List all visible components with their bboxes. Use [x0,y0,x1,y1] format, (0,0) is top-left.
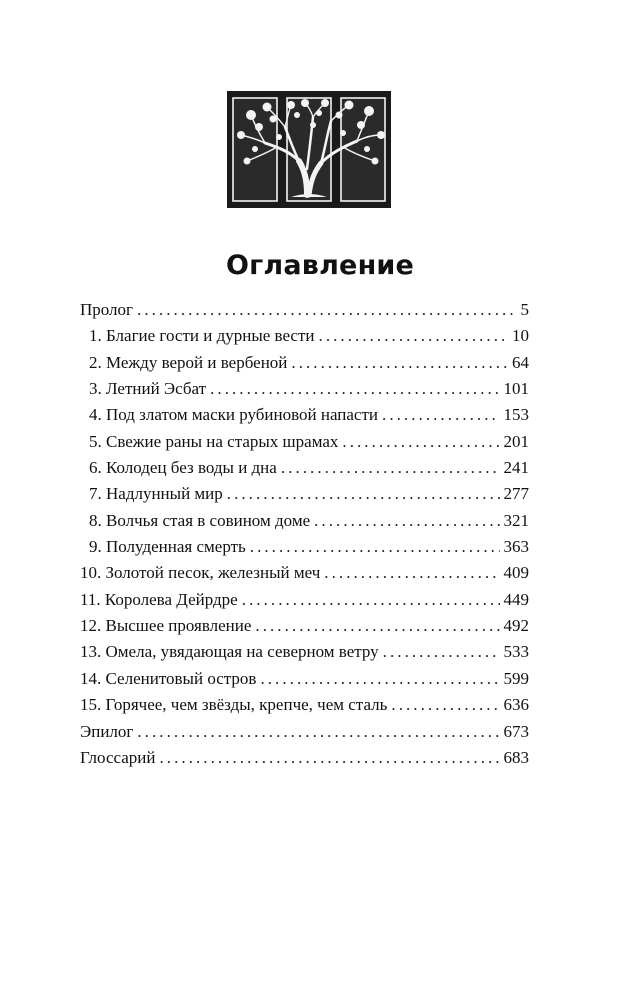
toc-entry-title: Глоссарий [80,747,156,767]
leader-dots [291,350,508,376]
leader-dots [382,402,499,428]
toc-entry-page: 64 [512,352,529,372]
leader-dots [137,297,516,323]
leader-dots [319,323,508,349]
table-of-contents [80,297,529,771]
toc-entry-page: 241 [503,458,529,478]
toc-entry[interactable] [80,639,529,665]
toc-entry-page: 599 [503,668,529,688]
leader-dots [242,587,500,613]
toc-entry-title: 6. Колодец без воды и дна [89,458,277,478]
toc-entry-page: 683 [503,747,529,767]
leader-dots [160,745,500,771]
leader-dots [314,508,499,534]
toc-entry[interactable] [80,481,529,507]
leader-dots [260,666,499,692]
toc-entry-page: 363 [503,537,529,557]
toc-entry-title: 3. Летний Эсбат [89,379,207,399]
leader-dots [137,719,499,745]
toc-entry[interactable] [80,455,529,481]
toc-entry-title: 4. Под златом маски рубиновой напасти [89,405,379,425]
toc-entry[interactable] [80,534,529,560]
toc-entry[interactable] [80,666,529,692]
toc-entry[interactable] [80,560,529,586]
leader-dots [255,613,499,639]
toc-entry[interactable] [80,745,529,771]
tree-triptych-icon [227,91,391,208]
toc-entry-title: 12. Высшее проявление [80,616,252,636]
toc-entry-title: Эпилог [80,721,134,741]
toc-entry[interactable] [80,297,529,323]
toc-entry[interactable] [80,508,529,534]
toc-entry-title: 14. Селенитовый остров [80,668,257,688]
toc-entry[interactable] [80,323,529,349]
toc-entry-title: 10. Золотой песок, железный меч [80,563,321,583]
toc-entry-page: 101 [503,379,529,399]
toc-entry-page: 533 [503,642,529,662]
toc-entry[interactable] [80,402,529,428]
leader-dots [342,429,499,455]
leader-dots [250,534,500,560]
toc-entry-title: 1. Благие гости и дурные вести [89,326,315,346]
toc-entry-page: 449 [503,589,529,609]
leader-dots [324,560,499,586]
toc-entry-page: 673 [503,721,529,741]
toc-entry-title: 11. Королева Дейрдре [80,589,238,609]
toc-entry-title: 7. Надлунный мир [89,484,223,504]
toc-entry-page: 321 [503,510,529,530]
toc-entry-page: 636 [503,695,529,715]
toc-entry[interactable] [80,613,529,639]
toc-entry-title: 9. Полуденная смерть [89,537,246,557]
toc-entry[interactable] [80,692,529,718]
toc-entry-title: 5. Свежие раны на старых шрамах [89,431,339,451]
leader-dots [391,692,499,718]
toc-entry-page: 201 [503,431,529,451]
toc-entry-title: 15. Горячее, чем звёзды, крепче, чем сталь [80,695,388,715]
toc-entry[interactable] [80,350,529,376]
toc-entry-page: 10 [512,326,529,346]
toc-entry-title: Пролог [80,300,134,319]
leader-dots [383,639,500,665]
toc-entry[interactable] [80,376,529,402]
toc-entry-page: 153 [503,405,529,425]
toc-entry-title: 8. Волчья стая в совином доме [89,510,311,530]
toc-entry-page: 492 [503,616,529,636]
leader-dots [210,376,499,402]
leader-dots [227,481,500,507]
toc-entry[interactable] [80,429,529,455]
toc-entry-page: 277 [503,484,529,504]
toc-entry[interactable] [80,719,529,745]
leader-dots [281,455,500,481]
toc-entry-title: 2. Между верой и вербеной [89,352,288,372]
toc-entry-title: 13. Омела, увядающая на северном ветру [80,642,379,662]
page-title: Оглавление [225,250,415,281]
toc-entry[interactable] [80,587,529,613]
toc-entry-page: 409 [503,563,529,583]
toc-entry-page: 5 [520,300,529,319]
